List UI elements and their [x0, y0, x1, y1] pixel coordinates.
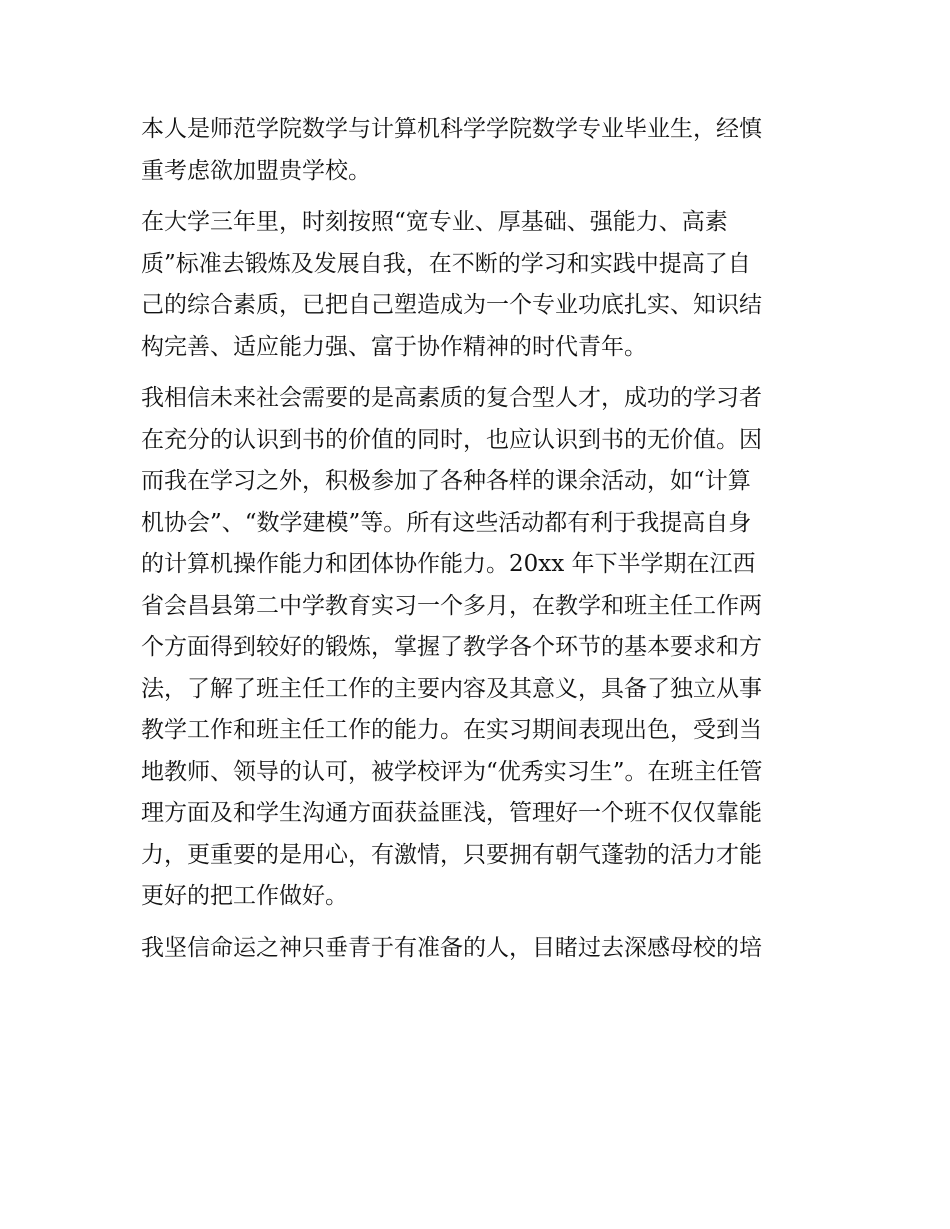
- text-line: 的计算机操作能力和团体协作能力。20xx 年下半学期在江西: [141, 551, 756, 577]
- text-line: 在充分的认识到书的价值的同时，也应认识到书的无价值。因: [141, 426, 762, 453]
- text-line: 我相信未来社会需要的是高素质的复合型人才，成功的学习者: [141, 385, 762, 411]
- text-line: 教学工作和班主任工作的能力。在实习期间表现出色，受到当: [141, 717, 762, 743]
- text-line: 构完善、适应能力强、富于协作精神的时代青年。: [141, 333, 647, 360]
- paragraph-4: [141, 928, 813, 970]
- text-line: 我坚信命运之神只垂青于有准备的人，目睹过去深感母校的培: [141, 934, 762, 961]
- text-line: 质”标准去锻炼及发展自我，在不断的学习和实践中提高了自: [141, 250, 751, 277]
- document-body: [141, 109, 813, 969]
- text-line: 在大学三年里，时刻按照“宽专业、厚基础、强能力、高素: [141, 209, 728, 235]
- text-line: 而我在学习之外，积极参加了各种各样的课余活动，如“计算: [141, 468, 751, 494]
- text-line: 理方面及和学生沟通方面获益匪浅，管理好一个班不仅仅靠能: [141, 800, 762, 826]
- text-line: 更好的把工作做好。: [141, 883, 348, 909]
- paragraph-3: [141, 378, 813, 918]
- text-line: 机协会”、“数学建模”等。所有这些活动都有利于我提高自身: [141, 509, 752, 536]
- paragraph-1: [141, 109, 813, 192]
- paragraph-2: [141, 202, 813, 368]
- text-line: 力，更重要的是用心，有激情，只要拥有朝气蓬勃的活力才能: [141, 841, 762, 868]
- text-line: 己的综合素质，已把自己塑造成为一个专业功底扎实、知识结: [141, 292, 762, 318]
- text-line: 地教师、领导的认可，被学校评为“优秀实习生”。在班主任管: [141, 758, 763, 785]
- text-line: 省会昌县第二中学教育实习一个多月，在教学和班主任工作两: [141, 592, 762, 619]
- text-line: 个方面得到较好的锻炼，掌握了教学各个环节的基本要求和方: [141, 634, 762, 660]
- text-line: 本人是师范学院数学与计算机科学学院数学专业毕业生，经慎: [141, 116, 762, 142]
- text-line: 重考虑欲加盟贵学校。: [141, 157, 371, 184]
- text-line: 法，了解了班主任工作的主要内容及其意义，具备了独立从事: [141, 675, 762, 702]
